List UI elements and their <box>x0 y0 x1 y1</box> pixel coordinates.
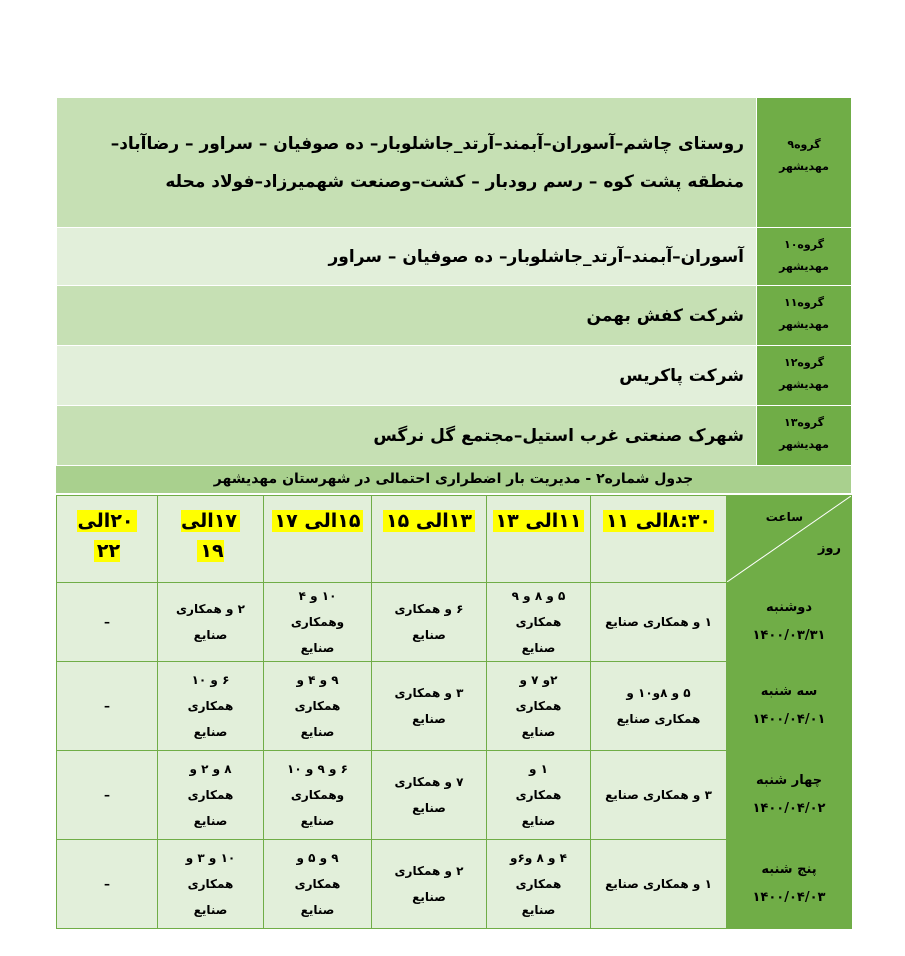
group-row <box>57 228 852 286</box>
time-slot: ۱۳الی ۱۵ <box>383 510 475 532</box>
group-city: مهدیشهر <box>779 378 829 391</box>
group-description: آسوران–آبمند–آرتد_جاشلوبار– ده صوفیان – سراور <box>57 228 757 286</box>
group-city: مهدیشهر <box>779 438 829 451</box>
time-slot-header <box>372 496 487 583</box>
schedule-cell: ۶ و ۱۰ همکاری صنایع <box>158 662 264 751</box>
schedule-cell: ۱۰ و ۳ و همکاری صنایع <box>158 840 264 929</box>
group-label-cell <box>757 98 852 228</box>
day-label: روز <box>817 541 841 556</box>
schedule-cell: – <box>57 662 158 751</box>
time-slot: ۸:۳۰الی ۱۱ <box>603 510 714 532</box>
group-label-cell <box>757 346 852 406</box>
day-date: ۱۴۰۰/۰۳/۳۱ <box>752 628 826 643</box>
day-date: ۱۴۰۰/۰۴/۰۱ <box>752 712 826 727</box>
schedule-cell: ۲و ۷ و همکاری صنایع <box>487 662 591 751</box>
day-name: پنج شنبه <box>761 862 817 877</box>
time-slot-header <box>158 496 264 583</box>
group-description: شهرک صنعتی غرب استیل–مجتمع گل نرگس <box>57 406 757 466</box>
schedule-cell: ۱ و همکاری صنایع <box>487 751 591 840</box>
group-label: گروه۱۲ <box>783 356 824 369</box>
group-city: مهدیشهر <box>779 160 829 173</box>
schedule-cell: ۴ و ۸ و۶و همکاری صنایع <box>487 840 591 929</box>
schedule-cell: ۶ و همکاری صنایع <box>372 583 487 662</box>
group-label-cell <box>757 286 852 346</box>
table-caption: جدول شماره۲ - مدیریت بار اضطراری احتمالی در شهرستان مهدیشهر <box>56 466 851 495</box>
schedule-cell: ۳ و همکاری صنایع <box>591 751 727 840</box>
time-slot: ۱۵الی ۱۷ <box>272 510 364 532</box>
day-cell <box>727 662 852 751</box>
schedule-cell: ۲ و همکاری صنایع <box>158 583 264 662</box>
corner-header-cell <box>727 496 852 583</box>
table-row <box>57 662 852 751</box>
schedule-cell: ۵ و ۸و۱۰ و همکاری صنایع <box>591 662 727 751</box>
schedule-cell: – <box>57 840 158 929</box>
schedule-cell: ۱۰ و ۴ وهمکاری صنایع <box>264 583 372 662</box>
group-label-cell <box>757 228 852 286</box>
schedule-cell: ۱ و همکاری صنایع <box>591 583 727 662</box>
group-label: گروه۱۱ <box>783 296 824 309</box>
group-label: گروه۱۰ <box>783 238 824 251</box>
schedule-cell: ۹ و ۵ و همکاری صنایع <box>264 840 372 929</box>
time-slot-header <box>264 496 372 583</box>
schedule-cell: ۸ و ۲ و همکاری صنایع <box>158 751 264 840</box>
day-name: دوشنبه <box>765 600 813 615</box>
day-cell <box>727 840 852 929</box>
time-slot-header <box>591 496 727 583</box>
day-date: ۱۴۰۰/۰۴/۰۳ <box>752 890 826 905</box>
time-label: ساعت <box>765 510 803 524</box>
schedule-cell: ۳ و همکاری صنایع <box>372 662 487 751</box>
schedule-cell: ۲ و همکاری صنایع <box>372 840 487 929</box>
group-label: گروه۹ <box>787 138 821 151</box>
group-label-cell <box>757 406 852 466</box>
day-cell <box>727 583 852 662</box>
group-description: شرکت پاکریس <box>57 346 757 406</box>
time-slot: ۱۱الی ۱۳ <box>493 510 585 532</box>
schedule-cell: – <box>57 751 158 840</box>
group-row <box>57 406 852 466</box>
time-slot: ۱۷الی ۱۹ <box>181 510 240 562</box>
group-label: گروه۱۳ <box>783 416 824 429</box>
time-slot-header <box>57 496 158 583</box>
table-row <box>57 751 852 840</box>
time-slot: ۲۰الی ۲۲ <box>77 510 136 562</box>
group-description: روستای چاشم–آسوران–آبمند–آرتد_جاشلوبار– ده صوفیان – سراور – رضاآباد– منطقه پشت کوه – رسم رودبار – کشت–وصنعت شهمیرزاد–فولاد محله <box>57 98 757 228</box>
schedule-cell: ۹ و ۴ و همکاری صنایع <box>264 662 372 751</box>
day-name: سه شنبه <box>760 684 818 699</box>
table-row <box>57 583 852 662</box>
group-city: مهدیشهر <box>779 318 829 331</box>
schedule-cell: – <box>57 583 158 662</box>
schedule-sheet <box>56 97 851 929</box>
day-cell <box>727 751 852 840</box>
group-table <box>56 97 852 466</box>
group-row <box>57 286 852 346</box>
schedule-cell: ۱ و همکاری صنایع <box>591 840 727 929</box>
schedule-cell: ۵ و ۸ و ۹ همکاری صنایع <box>487 583 591 662</box>
group-row <box>57 98 852 228</box>
time-slot-header <box>487 496 591 583</box>
group-row <box>57 346 852 406</box>
day-name: چهار شنبه <box>755 773 823 788</box>
schedule-cell: ۶ و ۹ و ۱۰ وهمکاری صنایع <box>264 751 372 840</box>
day-date: ۱۴۰۰/۰۴/۰۲ <box>752 801 826 816</box>
load-schedule-table <box>56 495 852 929</box>
table-row <box>57 840 852 929</box>
header-row <box>57 496 852 583</box>
schedule-cell: ۷ و همکاری صنایع <box>372 751 487 840</box>
group-description: شرکت کفش بهمن <box>57 286 757 346</box>
group-city: مهدیشهر <box>779 260 829 273</box>
